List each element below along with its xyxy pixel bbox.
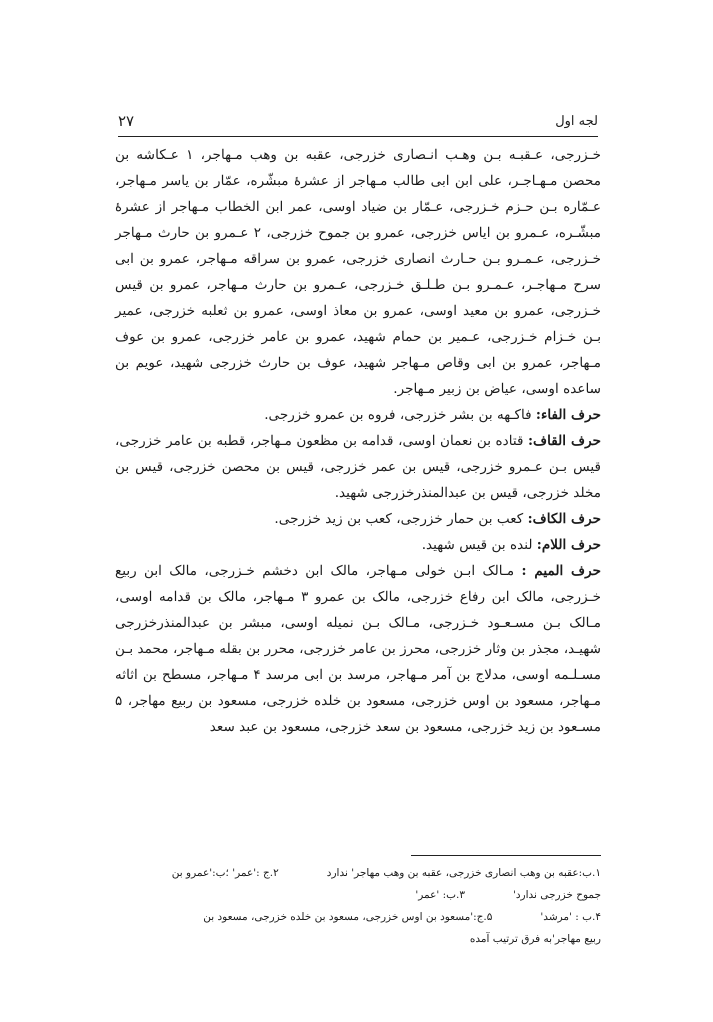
paragraph	[115, 402, 601, 428]
letter-heading: حرف القاف:	[528, 433, 601, 449]
paragraph	[115, 428, 601, 506]
paragraph-text: لنده بن قیس شهید.	[421, 537, 533, 553]
paragraph-text: خـزرجی، عـقبـه بـن وهـب انـصاری خزرجی، عقبه بن وهب مـهاجر، ۱ عـکاشه بن محصن مـهـاجـر، علی ابن ابی طالب مـهاجر از عشرهٔ مبشّره، عمّار بن یاسر مـهاجر، عـمّاره بـن حـزم خـزرجی، عـمّار بن ضیاد اوسی، عمر ابن الخطاب مـهاجر از عشرهٔ مبشّـره، عـمرو بن ایاس خزرجی، عمرو بن جموح خزرجی، ۲ عـمرو بن حارث مـهاجر خـزرجی، عـمـرو بـن حـارث انصاری خزرجی، عمرو بن سراقه مـهاجر، عمرو بن ابی سرح مـهاجـر، عـمـرو بـن طـلـق خـزرجی، عـمرو بن حارث مـهاجر، عمرو بن قیس خـزرجی، عمرو بن معید اوسی، عمرو بن معاذ اوسی، عمرو بن ثعلبه خزرجی، عمیر بـن خـزام خـزرجی، عـمیر بن حمام شهید، عمرو بن عامر خزرجی، عمرو بن عوف مـهاجر، عمرو بن ابی وقاص مـهاجر شهید، عوف بن حارث خزرجی شهید، عویم بن ساعده اوسی، عیاض بن زبیر مـهاجر.	[115, 147, 601, 397]
paragraph	[115, 558, 601, 740]
letter-heading: حرف اللام:	[536, 537, 601, 553]
footnotes	[115, 862, 601, 950]
footnote: ۱.ب:عقبه بن وهب انصاری خزرجی، عقبه بن وهب مهاجر' ندارد	[326, 867, 601, 879]
paragraph	[115, 532, 601, 558]
footnote: ۳.ب: 'عمر'	[415, 889, 465, 901]
letter-heading: حرف المیم :	[521, 563, 602, 579]
letter-heading: حرف الفاء:	[535, 407, 601, 423]
running-header	[118, 114, 598, 134]
footnote-line	[115, 906, 601, 928]
footnote: ۴.ب : 'مرشد'	[540, 911, 601, 923]
letter-heading: حرف الکاف:	[527, 511, 601, 527]
footnote: ربیع مهاجر'به فرق ترتیب آمده	[469, 933, 601, 945]
paragraph	[115, 506, 601, 532]
footnote: ۲.ج :'عمر' ؛ب:'عمرو بن	[171, 867, 279, 879]
footnote-line	[115, 862, 601, 884]
footnote: ۵.ج:'مسعود بن اوس خزرجی، مسعود بن خلده خزرجی، مسعود بن	[203, 911, 493, 923]
footnote-rule	[411, 855, 601, 856]
header-rule	[118, 136, 598, 137]
footnote-line	[115, 884, 601, 906]
paragraph	[115, 142, 601, 402]
footnote-line	[115, 928, 601, 950]
chapter-title: لجه اول	[555, 114, 598, 129]
body-text	[115, 142, 601, 740]
paragraph-text: مـالک ابـن خولی مـهاجر، مالک ابن دخشم خـزرجی، مالک ابن ربیع خـزرجی، مالک ابن رفاع خزرجی، مالک بن عمرو ۳ مـهاجر، مالک بن قدامه اوسی، مـالک بـن مسـعـود خـزرجی، مـالک بـن نمیله اوسی، مبشر بن عبدالمنذرخزرجی شهیـد، مجذر بن وثار خزرجی، محرز بن عامر خزرجی، محرر بن بقله مـهاجر، محمد بـن مسـلـمه اوسی، مدلاج بن آمر مـهاجر، مرسد بن ابی مرسد ۴ مـهاجر، مسطح بن اثاثه مـهاجر، مسعود بن اوس خزرجی، مسعود بن خلده خزرجی، مسعود بن ربیع مهاجر، ۵ مسـعود بن زید خزرجی، مسعود بن سعد خزرجی، مسعود بن عبد سعد	[115, 563, 601, 735]
paragraph-text: فاکـهه بن بشر خزرجی، فروه بن عمرو خزرجی.	[264, 407, 532, 423]
paragraph-text: قتاده بن نعمان اوسی، قدامه بن مظعون مـهاجر، قطبه بن عامر خزرجی، قیس بـن عـمرو خزرجی، قیس بن عمر خزرجی، قیس بن محصن خزرجی، قیس بن مخلد خزرجی، قیس بن عبدالمنذرخزرجی شهید.	[115, 433, 601, 501]
footnote: جموح خزرجی ندارد'	[512, 889, 601, 901]
page-number: ۲۷	[118, 112, 135, 130]
paragraph-text: کعب بن حمار خزرجی، کعب بن زید خزرجی.	[274, 511, 524, 527]
